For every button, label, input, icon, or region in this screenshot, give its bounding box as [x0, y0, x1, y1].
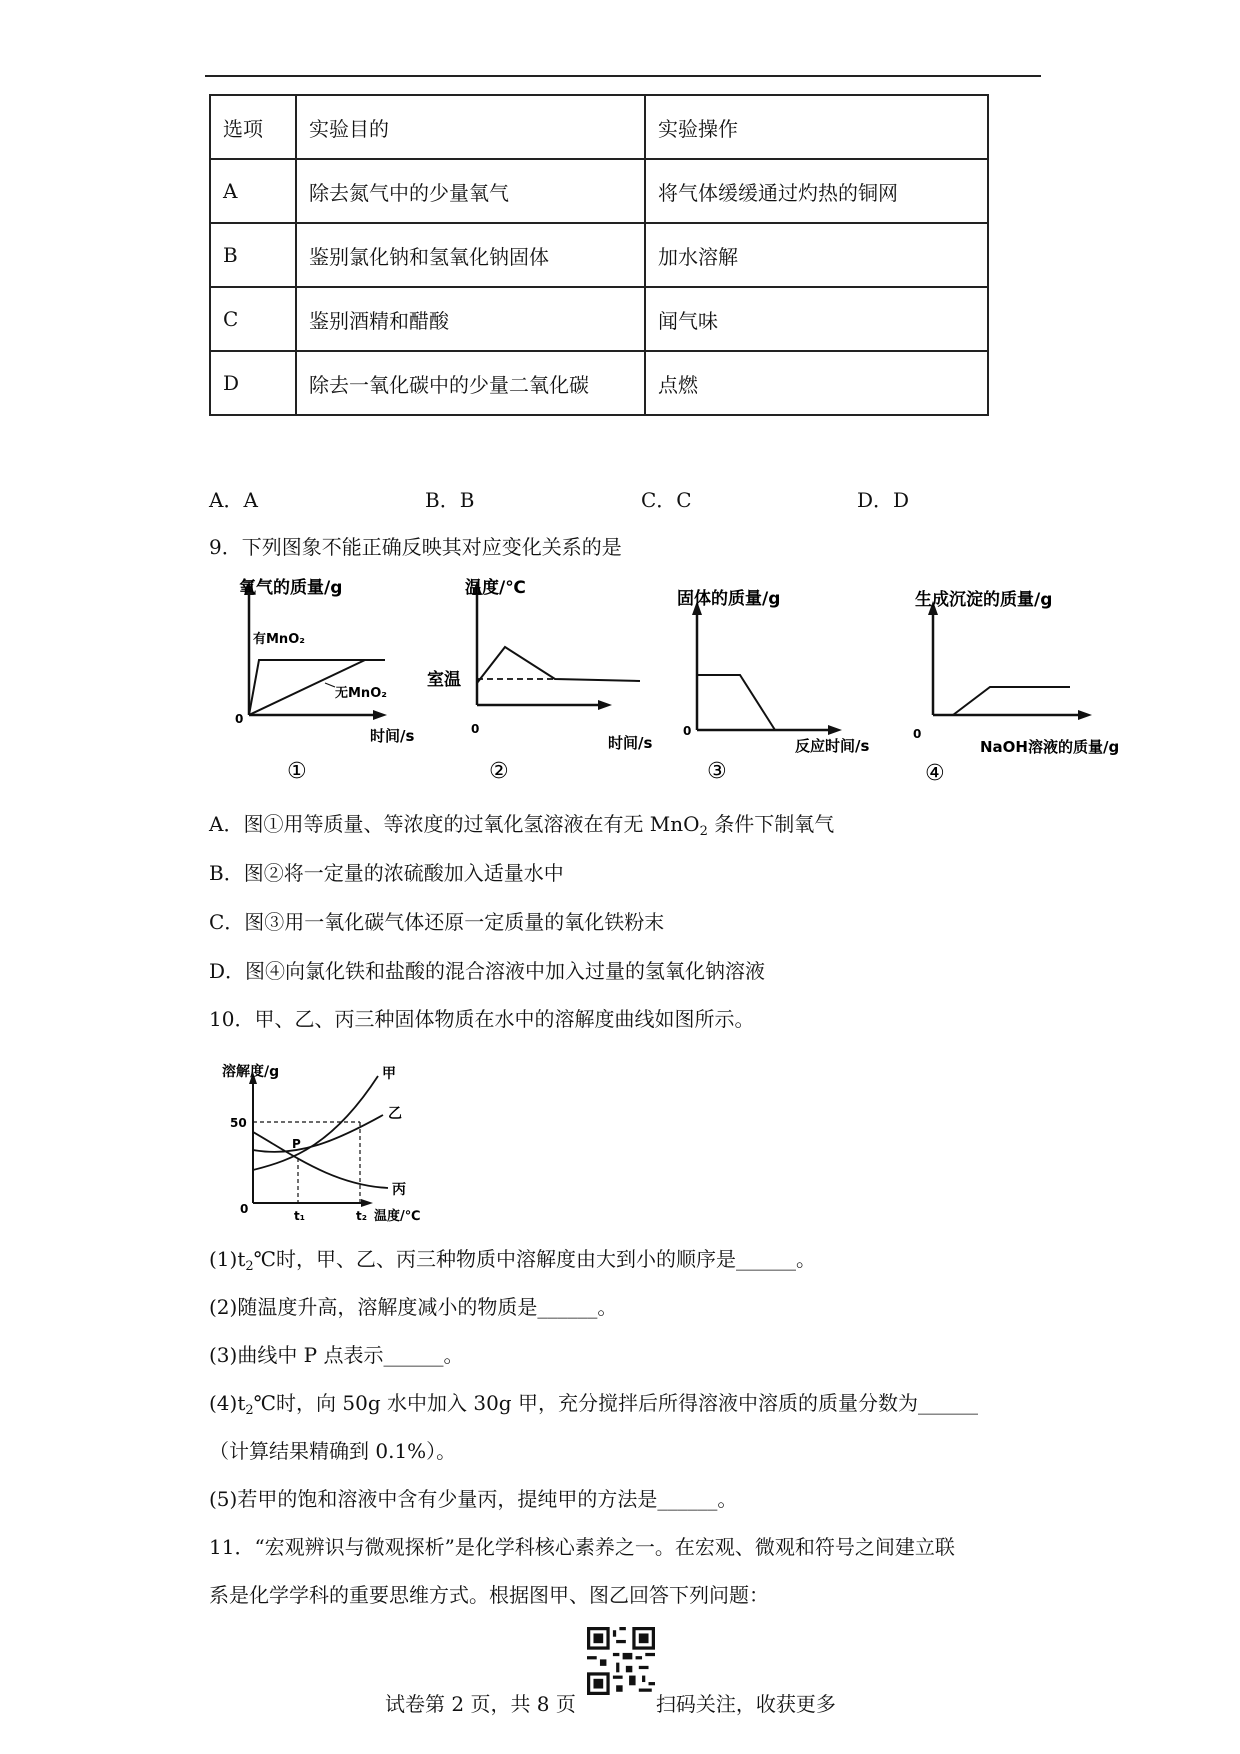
graph-4-xlabel: NaOH溶液的质量/g — [980, 738, 1120, 756]
table-cell: 鉴别氯化钠和氢氧化钠固体 — [296, 223, 645, 287]
q9-stem: 9．下列图象不能正确反映其对应变化关系的是 — [209, 535, 622, 559]
graph-4-number: ④ — [925, 761, 945, 786]
q10-sub5: (5)若甲的饱和溶液中含有少量丙，提纯甲的方法是______。 — [209, 1487, 738, 1511]
table-row — [210, 223, 988, 287]
graph-1-label-without: 无MnO₂ — [335, 686, 387, 701]
table-cell: 鉴别酒精和醋酸 — [296, 287, 645, 351]
solubility-origin: 0 — [240, 1202, 249, 1216]
q11-line-1: 11．“宏观辨识与微观探析”是化学科核心素养之一。在宏观、微观和符号之间建立联 — [209, 1535, 955, 1559]
graph-3 — [655, 575, 885, 790]
graph-2-xlabel: 时间/s — [608, 734, 653, 752]
options-table — [209, 94, 989, 416]
graph-1-label-with: 有MnO₂ — [253, 632, 305, 647]
graph-3-xlabel: 反应时间/s — [795, 737, 870, 755]
q8-choices — [209, 487, 1073, 513]
choice-d: D．D — [857, 488, 910, 512]
graph-3-number: ③ — [707, 759, 727, 784]
q10-sub2: (2)随温度升高，溶解度减小的物质是______。 — [209, 1295, 618, 1319]
graph-4-ylabel: 生成沉淀的质量/g — [915, 590, 1053, 610]
table-row — [210, 159, 988, 223]
solubility-ylabel: 溶解度/g — [222, 1064, 280, 1080]
table-cell: A — [210, 159, 296, 223]
graph-2-ylabel: 温度/℃ — [465, 578, 526, 598]
q10-sub4: $(4)t_2℃$时，向 50g 水中加入 30g 甲，充分搅拌后所得溶液中溶质的质量分数为______ — [209, 1391, 978, 1418]
table-cell: 实验操作 — [645, 95, 988, 159]
q9-option-a: A．图①用等质量、等浓度的过氧化氢溶液在有无 MnO$_2$ 条件下制氧气 — [209, 812, 835, 839]
table-cell: 点燃 — [645, 351, 988, 415]
q9-option-c: C．图③用一氧化碳气体还原一定质量的氧化铁粉末 — [209, 910, 665, 934]
q10-sub3: (3)曲线中 P 点表示______。 — [209, 1343, 464, 1367]
graph-1 — [225, 575, 425, 790]
solubility-graph — [218, 1060, 438, 1230]
graph-4-origin: 0 — [913, 727, 922, 741]
q10-sub1: $(1)t_2℃$时，甲、乙、丙三种物质中溶解度由大到小的顺序是______。 — [209, 1247, 817, 1274]
table-cell: B — [210, 223, 296, 287]
graph-1-number: ① — [287, 759, 307, 784]
graph-3-ylabel: 固体的质量/g — [677, 589, 781, 609]
table-header-row — [210, 95, 988, 159]
graph-2-room-temp: 室温 — [427, 670, 461, 690]
graph-3-origin: 0 — [683, 724, 692, 738]
q9-option-d: D．图④向氯化铁和盐酸的混合溶液中加入过量的氢氧化钠溶液 — [209, 959, 766, 983]
table-row — [210, 351, 988, 415]
curve-jia-label: 甲 — [382, 1066, 396, 1082]
promo-text: 扫码关注，收获更多 — [655, 1692, 836, 1716]
choice-c: C．C — [641, 488, 692, 512]
page-footer — [385, 1688, 836, 1717]
table-cell: 闻气味 — [645, 287, 988, 351]
table-cell: D — [210, 351, 296, 415]
q11-line-2: 系是化学学科的重要思维方式。根据图甲、图乙回答下列问题： — [209, 1583, 769, 1607]
solubility-xlabel: 温度/℃ — [374, 1209, 421, 1224]
curve-bing-label: 丙 — [392, 1182, 406, 1198]
table-cell: 除去氮气中的少量氧气 — [296, 159, 645, 223]
graph-2-number: ② — [489, 759, 509, 784]
choice-a: A．A — [209, 488, 258, 512]
qr-code-icon — [587, 1627, 655, 1695]
q10-sub4-continued: （计算结果精确到 0.1%）。 — [209, 1439, 457, 1463]
table-cell: 选项 — [210, 95, 296, 159]
solubility-y50: 50 — [230, 1116, 247, 1130]
table-cell: 除去一氧化碳中的少量二氧化碳 — [296, 351, 645, 415]
t1-label: t₁ — [294, 1209, 305, 1223]
point-p-label: P — [292, 1137, 301, 1151]
table-cell: 加水溶解 — [645, 223, 988, 287]
graph-4 — [885, 575, 1145, 790]
header-rule — [205, 75, 1041, 77]
table-cell: C — [210, 287, 296, 351]
choice-b: B．B — [425, 488, 475, 512]
q9-option-b: B．图②将一定量的浓硫酸加入适量水中 — [209, 861, 564, 885]
t2-label: t₂ — [356, 1209, 367, 1223]
graph-1-ylabel: 氧气的质量/g — [239, 578, 343, 598]
graph-1-xlabel: 时间/s — [370, 727, 415, 745]
graph-2-origin: 0 — [471, 722, 480, 736]
curve-yi-label: 乙 — [388, 1106, 402, 1122]
graph-1-origin: 0 — [235, 712, 244, 726]
table-row — [210, 287, 988, 351]
table-cell: 实验目的 — [296, 95, 645, 159]
page-number: 试卷第 2 页，共 8 页 — [385, 1692, 576, 1716]
table-cell: 将气体缓缓通过灼热的铜网 — [645, 159, 988, 223]
graph-2 — [425, 575, 655, 790]
q10-stem: 10．甲、乙、丙三种固体物质在水中的溶解度曲线如图所示。 — [209, 1007, 755, 1031]
